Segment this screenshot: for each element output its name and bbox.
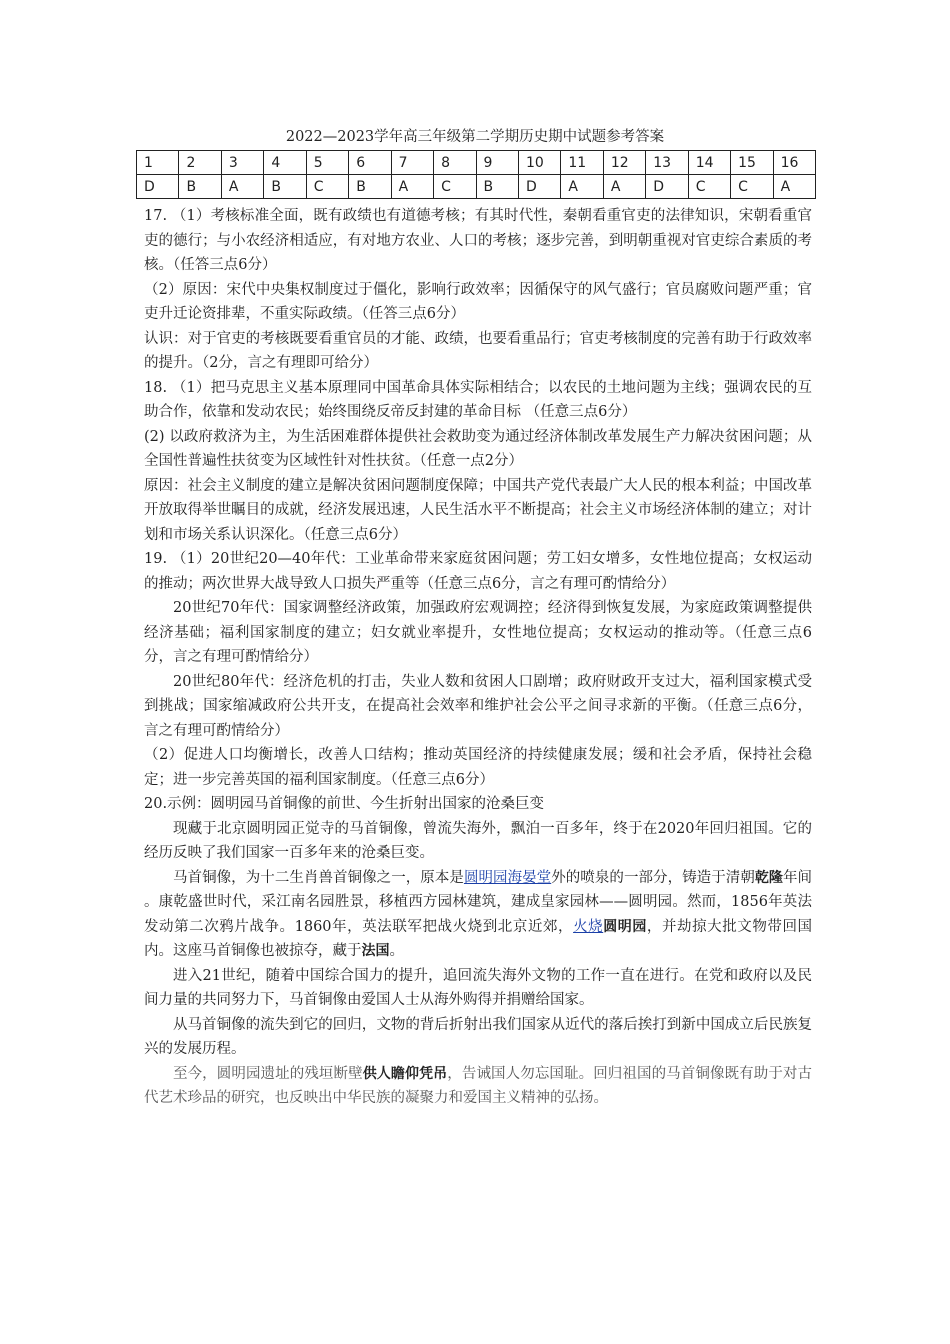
q18-part1: 18. （1）把马克思主义基本原理同中国革命具体实际相结合；以农民的土地问题为主线；强调农民的互助合作，依靠和发动农民；始终围绕反帝反封建的革命目标 （任意三点6分） — [144, 379, 812, 420]
q20-title: 20.示例：圆明园马首铜像的前世、今生折射出国家的沧桑巨变 — [144, 796, 545, 812]
answer-letter-cell: A — [391, 175, 433, 199]
bold-france: 法国 — [361, 943, 390, 959]
q19-part1: 19. （1）20世纪20—40年代：工业革命带来家庭贫困问题；劳工妇女增多，女性地位提高；女权运动的推动；两次世界大战导致人口损失严重等（任意三点6分，言之有理可酌情给分） — [144, 551, 812, 592]
q18-reasons: 原因：社会主义制度的建立是解决贫困问题制度保障；中国共产党代表最广大人民的根本利益；中国改革开放取得举世瞩目的成就，经济发展迅速，人民生活水平不断提高；社会主义市场经济体制的建立；对计划和市场关系认识深化。（任意三点6分） — [144, 477, 812, 543]
bold-zhanyang: 供人瞻仰凭吊 — [362, 1065, 448, 1082]
answer-table — [136, 150, 816, 199]
answer-letter-cell: A — [221, 175, 263, 199]
answer-letters-row — [137, 175, 816, 199]
answer-body — [144, 204, 812, 1111]
text-run: 马首铜像，为十二生肖兽首铜像之一，原本是 — [173, 869, 464, 886]
question-number-cell: 16 — [773, 151, 815, 175]
q19-part2: （2）促进人口均衡增长，改善人口结构；推动英国经济的持续健康发展；缓和社会矛盾，保持社会稳定；进一步完善英国的福利国家制度。（任意三点6分） — [144, 747, 812, 788]
question-number-cell: 14 — [688, 151, 730, 175]
answer-letter-cell: C — [688, 175, 730, 199]
question-number-cell: 10 — [518, 151, 560, 175]
answer-letter-cell: D — [646, 175, 688, 199]
answer-letter-cell: B — [349, 175, 391, 199]
answer-letter-cell: B — [179, 175, 221, 199]
answer-letter-cell: C — [306, 175, 348, 199]
answer-letter-cell: C — [434, 175, 476, 199]
answer-letter-cell: A — [603, 175, 645, 199]
answer-numbers-row — [137, 151, 816, 175]
question-number-cell: 6 — [349, 151, 391, 175]
question-number-cell: 4 — [264, 151, 306, 175]
q17-part1: 17. （1）考核标准全面，既有政绩也有道德考核；有其时代性，秦朝看重官吏的法律知识，宋朝看重官吏的德行；与小农经济相适应，有对地方农业、人口的考核；逐步完善，到明朝重视对官吏综合素质的考核。（任答三点6分） — [144, 208, 812, 273]
text-run: ，告诫国人勿忘国耻。回归祖国的马首铜像既有助于对古代艺术珍品的研究，也反映出中华民族的凝聚力和爱国主义精神的弘扬。 — [144, 1065, 813, 1106]
q20-paragraph-2 — [144, 866, 812, 964]
link-haiyantang[interactable]: 圆明园海晏堂 — [463, 869, 552, 886]
q19-1970s: 20世纪70年代：国家调整经济政策，加强政府宏观调控；经济得到恢复发展，为家庭政策调整提供经济基础；福利国家制度的建立；妇女就业率提升，女性地位提高；女权运动的推动等。（任意三点6分，言之有理可酌情给分） — [144, 600, 812, 665]
q17-part2: （2）原因：宋代中央集权制度过于僵化，影响行政效率；因循保守的风气盛行；官员腐败问题严重；官吏升迁论资排辈，不重实际政绩。（任答三点6分） — [144, 281, 812, 322]
q20-paragraph-4: 从马首铜像的流失到它的回归，文物的背后折射出我们国家从近代的落后挨打到新中国成立后民族复兴的发展历程。 — [144, 1016, 812, 1057]
text-run: ，并劫掠大批文物带回国内。这座马首铜像也被掠夺，藏于 — [144, 918, 813, 959]
question-number-cell: 12 — [603, 151, 645, 175]
answer-letter-cell: A — [561, 175, 603, 199]
question-number-cell: 3 — [221, 151, 263, 175]
document-title: 2022—2023学年高三年级第二学期历史期中试题参考答案 — [285, 129, 665, 145]
question-number-cell: 9 — [476, 151, 518, 175]
answer-letter-cell: B — [264, 175, 306, 199]
q20-paragraph-1: 现藏于北京圆明园正觉寺的马首铜像，曾流失海外，飘泊一百多年，终于在2020年回归祖国。它的经历反映了我们国家一百多年来的沧桑巨变。 — [144, 820, 812, 861]
answer-letter-cell: D — [518, 175, 560, 199]
text-run: 至今，圆明园遗址的残垣断壁 — [173, 1065, 363, 1082]
question-number-cell: 2 — [179, 151, 221, 175]
bold-yuanmingyuan: 圆明园 — [603, 918, 647, 935]
q20-paragraph-3: 进入21世纪，随着中国综合国力的提升，追回流失海外文物的工作一直在进行。在党和政府以及民间力量的共同努力下，马首铜像由爱国人士从海外购得并捐赠给国家。 — [144, 967, 812, 1008]
q20-paragraph-5 — [144, 1062, 812, 1111]
text-run: 。 — [389, 943, 404, 959]
q19-1980s: 20世纪80年代：经济危机的打击，失业人数和贫困人口剧增；政府财政开支过大，福利国家模式受到挑战；国家缩减政府公共开支，在提高社会效率和维护社会公平之间寻求新的平衡。（任意三点6分，言之有理可酌情给分） — [144, 673, 812, 739]
q18-part2: (2) 以政府救济为主，为生活困难群体提供社会救助变为通过经济体制改革发展生产力解决贫困问题；从全国性普遍性扶贫变为区域性针对性扶贫。（任意一点2分） — [144, 428, 812, 469]
question-number-cell: 11 — [561, 151, 603, 175]
question-number-cell: 15 — [731, 151, 773, 175]
answer-letter-cell: A — [773, 175, 815, 199]
question-number-cell: 5 — [306, 151, 348, 175]
question-number-cell: 13 — [646, 151, 688, 175]
text-run: 外的喷泉的一部分，铸造于清朝 — [551, 869, 755, 886]
text-run: 年间 。康乾盛世时代，采江南名园胜景，移植西方园林建筑，建成皇家园林——圆明园。然而，1856年英法发动第二次鸦片战争。1860年，英法联军把战火烧到北京近郊， — [144, 869, 813, 935]
question-number-cell: 1 — [137, 151, 179, 175]
bold-qianlong: 乾隆 — [754, 869, 783, 886]
answer-letter-cell: B — [476, 175, 518, 199]
question-number-cell: 8 — [434, 151, 476, 175]
question-number-cell: 7 — [391, 151, 433, 175]
answer-letter-cell: D — [137, 175, 179, 199]
answer-letter-cell: C — [731, 175, 773, 199]
link-huoshao[interactable]: 火烧 — [573, 918, 604, 935]
q17-insight: 认识：对于官吏的考核既要看重官员的才能、政绩，也要看重品行；官吏考核制度的完善有助于行政效率的提升。（2分，言之有理即可给分） — [144, 330, 812, 371]
